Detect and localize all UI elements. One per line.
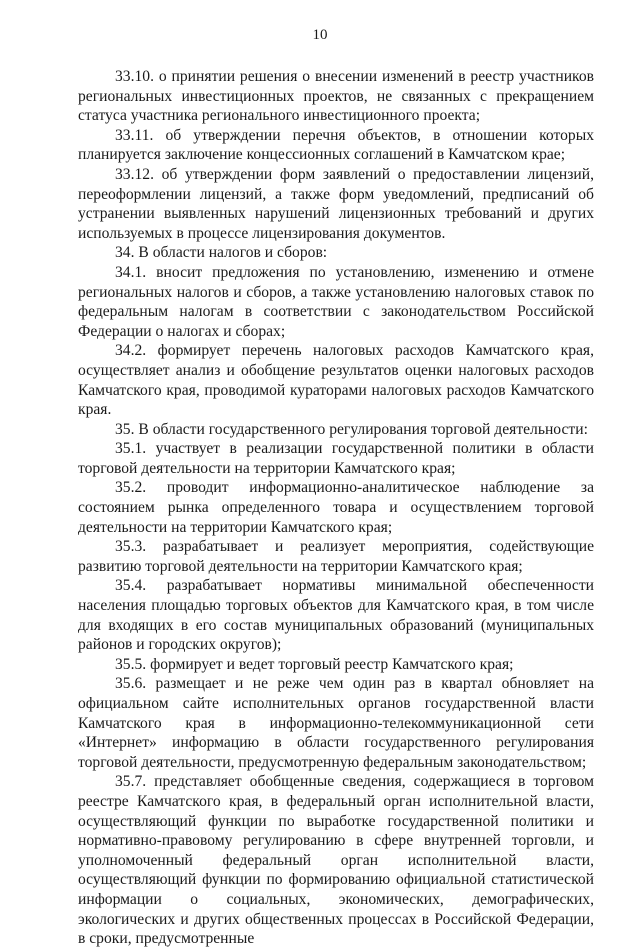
section-heading-35: 35. В области государственного регулирования торговой деятельности: [115,420,588,438]
page-number: 10 [312,27,328,43]
paragraph-35-1: 35.1. участвует в реализации государственной политики в области торговой деятельности на территории Камчатского края; [78,440,594,477]
paragraph-35-3: 35.3. разрабатывает и реализует мероприятия, содействующие развитию торговой деятельности на территории Камчатского края; [78,538,594,575]
paragraph-35-5: 35.5. формирует и ведет торговый реестр Камчатского края; [115,655,514,673]
paragraph-35-6: 35.6. размещает и не реже чем один раз в квартал обновляет на официальном сайте исполнительных органов государственной власти Камчатского края в информационно-телекоммуникационной сети «Интернет» информацию в области государственного регулирования торговой деятельности, предусмотренную федеральным законодательством; [78,675,594,771]
paragraph-33-12: 33.12. об утверждении форм заявлений о предоставлении лицензий, переоформлении лицензий, а также форм уведомлений, предписаний об устранении выявленных нарушений лицензионных требований и других используемых в процессе лицензирования документов. [78,165,594,242]
paragraph-34-2: 34.2. формирует перечень налоговых расходов Камчатского края, осуществляет анализ и обобщение результатов оценки налоговых расходов Камчатского края, проводимой кураторами налоговых расходов Камчатского края. [78,342,594,419]
section-heading-34: 34. В области налогов и сборов: [115,244,328,262]
paragraph-35-4: 35.4. разрабатывает нормативы минимальной обеспеченности населения площадью торговых объектов для Камчатского края, в том числе для входящих в его состав муниципальных образований (муниципальных районов и городских округов); [78,577,594,654]
paragraph-35-7: 35.7. представляет обобщенные сведения, содержащиеся в торговом реестре Камчатского края, в федеральный орган исполнительной власти, осуществляющий функции по выработке государственной политики и нормативно-правовому регулированию в сфере внутренней торговли, и уполномоченный федеральный орган исполнительной власти, осуществляющий функции по формированию официальной статистической информации о социальных, экономических, демографических, экологических и других общественных процессах в Российской Федерации, в сроки, предусмотренные [78,773,594,948]
document-body [78,67,594,949]
paragraph-33-11: 33.11. об утверждении перечня объектов, в отношении которых планируется заключение концессионных соглашений в Камчатском крае; [78,126,594,164]
paragraph-33-10: 33.10. о принятии решения о внесении изменений в реестр участников региональных инвестиционных проектов, не связанных с прекращением статуса участника регионального инвестиционного проекта; [78,68,594,125]
paragraph-35-2: 35.2. проводит информационно-аналитическое наблюдение за состоянием рынка определенного товара и осуществлением торговой деятельности на территории Камчатского края; [78,479,594,536]
paragraph-34-1: 34.1. вносит предложения по установлению, изменению и отмене региональных налогов и сборов, а также установлению налоговых ставок по федеральным налогам в соответствии с законодательством Российской Федерации о налогах и сборах; [78,263,594,340]
